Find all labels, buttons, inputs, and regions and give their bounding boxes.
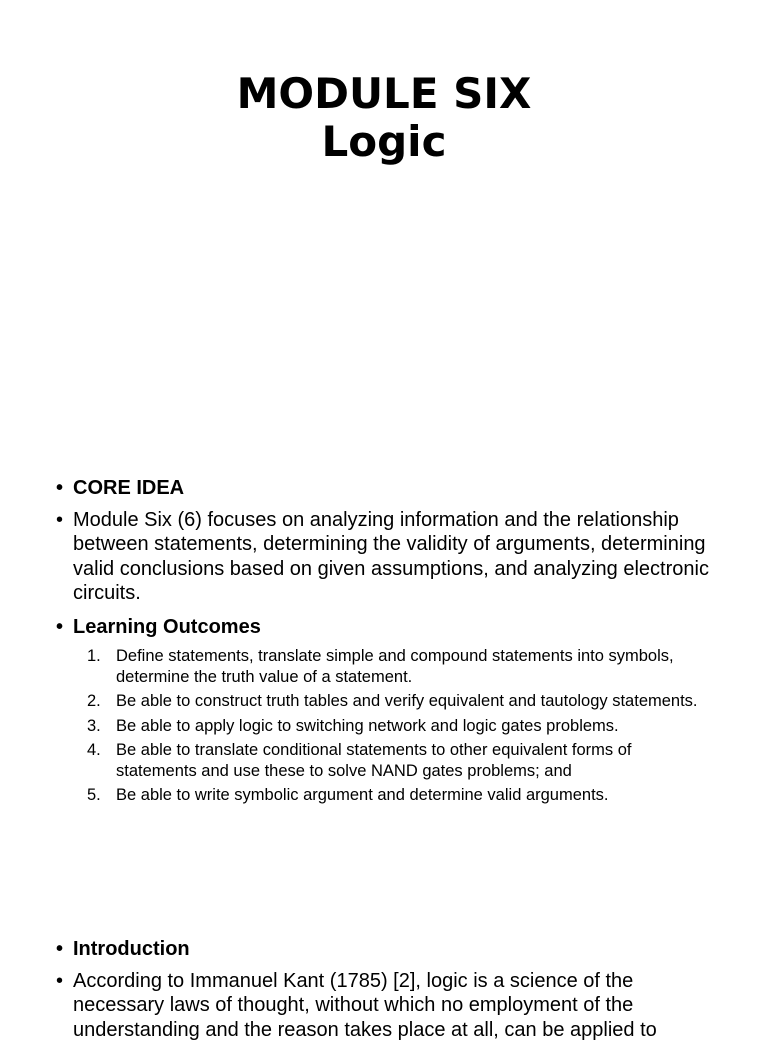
title-line-subject: Logic (0, 118, 768, 166)
core-section (56, 476, 716, 810)
core-idea-heading: • CORE IDEA (56, 476, 716, 501)
title-line-module: MODULE SIX (0, 70, 768, 118)
list-item-number: 4. (87, 740, 101, 761)
list-item-number: 2. (87, 691, 101, 712)
learning-outcomes-heading: • Learning Outcomes (56, 615, 716, 640)
introduction-text: • According to Immanuel Kant (1785) [2], logic is a science of the necessary laws of thought, without which no employment of the understanding and the reason takes place at all, can be applied to (56, 969, 716, 1042)
list-item-number: 1. (87, 646, 101, 667)
list-item-text: Be able to apply logic to switching network and logic gates problems. (116, 717, 619, 735)
list-item-text: Be able to construct truth tables and verify equivalent and tautology statements. (116, 692, 698, 710)
list-item-number: 3. (87, 716, 101, 737)
list-item (56, 785, 716, 806)
list-item (56, 691, 716, 712)
list-item-text: Define statements, translate simple and compound statements into symbols, determine the truth value of a statement. (116, 647, 674, 686)
list-item (56, 740, 716, 781)
list-item (56, 646, 716, 687)
page-title (0, 70, 768, 166)
list-item-text: Be able to translate conditional statements to other equivalent forms of statements and use these to solve NAND gates problems; and (116, 741, 631, 780)
learning-outcomes-list (56, 646, 716, 806)
introduction-heading: • Introduction (56, 937, 716, 962)
introduction-section (56, 937, 716, 1042)
list-item (56, 716, 716, 737)
core-idea-text: • Module Six (6) focuses on analyzing information and the relationship between statements, determining the validity of arguments, determining valid conclusions based on given assumptions, and analyzing electronic circuits. (56, 508, 716, 606)
list-item-text: Be able to write symbolic argument and determine valid arguments. (116, 786, 609, 804)
list-item-number: 5. (87, 785, 101, 806)
